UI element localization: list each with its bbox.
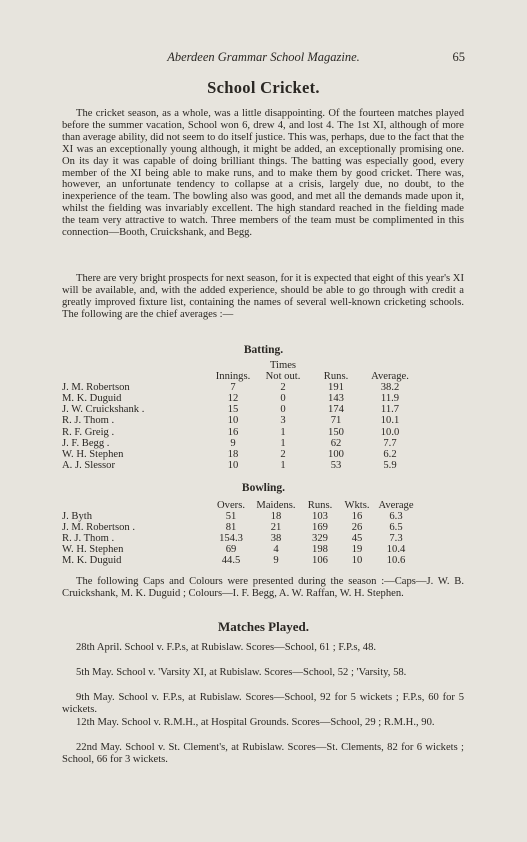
average-cell: 6.5 — [389, 522, 403, 534]
maidens-cell: 18 — [270, 511, 282, 523]
column-header: Wkts. — [344, 500, 370, 511]
batting-row — [62, 460, 418, 471]
bowling-row — [62, 555, 418, 566]
runs-cell: 329 — [312, 533, 328, 545]
batting-row — [62, 393, 418, 404]
overs-cell: 44.5 — [221, 555, 241, 567]
runs-cell: 191 — [328, 382, 344, 394]
running-header — [62, 50, 465, 66]
page-number: 65 — [452, 50, 465, 64]
match-entry: 12th May. School v. R.M.H., at Hospital Grounds. Scores—School, 29 ; R.M.H., 90. — [76, 717, 435, 728]
innings-cell: 15 — [227, 404, 239, 416]
not-out-cell: 3 — [280, 415, 286, 427]
innings-cell: 10 — [227, 415, 239, 427]
article-title: School Cricket. — [207, 78, 320, 97]
runs-cell: 198 — [312, 544, 328, 556]
times-label: Times — [269, 360, 297, 371]
wkts-cell: 19 — [351, 544, 363, 556]
average-cell: 11.9 — [380, 393, 400, 405]
batting-row — [62, 382, 418, 393]
batting-row — [62, 449, 418, 460]
bowling-heading: Bowling. — [241, 482, 286, 494]
player-name: J. M. Robertson . — [62, 522, 135, 534]
not-out-cell: 2 — [280, 382, 286, 394]
player-name: R. F. Greig . — [62, 426, 115, 438]
runs-cell: 71 — [330, 415, 342, 427]
column-header: Not out. — [265, 371, 301, 383]
player-name: J. F. Begg . — [62, 437, 110, 449]
batting-table — [62, 360, 418, 471]
wkts-cell: 26 — [351, 522, 363, 534]
runs-cell: 62 — [330, 437, 342, 449]
player-name: A. J. Slessor — [62, 459, 115, 471]
average-cell: 10.1 — [380, 415, 400, 427]
not-out-cell: 2 — [280, 448, 286, 460]
column-header: Runs. — [323, 371, 349, 383]
prospects-paragraph: There are very bright prospects for next season, for it is expected that eight of this year's XI will be available, and, with the added experience, should be able to go through with credit a greatly improved fixture list, containing the names of several well-known cricketing schools. The following are the chief averages :— — [62, 273, 464, 320]
bowling-row — [62, 533, 418, 544]
innings-cell: 12 — [227, 393, 239, 405]
player-name: M. K. Duguid — [62, 393, 122, 405]
maidens-cell: 38 — [270, 533, 282, 545]
average-cell: 6.3 — [389, 511, 403, 523]
runs-cell: 100 — [328, 448, 344, 460]
player-name: J. M. Robertson — [62, 382, 130, 394]
column-header: Average — [378, 500, 414, 511]
caps-paragraph: The following Caps and Colours were presented during the season :—Caps—J. W. B. Cruickshank, M. K. Duguid ; Colours—I. F. Begg, A. W. Raffan, W. H. Stephen. — [62, 576, 464, 599]
wkts-cell: 16 — [351, 511, 363, 523]
batting-header-row — [62, 371, 418, 382]
innings-cell: 9 — [230, 437, 236, 449]
player-name: W. H. Stephen — [62, 448, 124, 460]
overs-cell: 51 — [225, 511, 237, 523]
not-out-cell: 1 — [280, 459, 286, 471]
player-name: R. J. Thom . — [62, 533, 115, 545]
bowling-header-row — [62, 500, 418, 511]
player-name: W. H. Stephen — [62, 544, 124, 556]
wkts-cell: 45 — [351, 533, 363, 545]
match-entry: 28th April. School v. F.P.s, at Rubislaw. Scores—School, 61 ; F.P.s, 48. — [76, 642, 377, 653]
match-entry: 5th May. School v. 'Varsity XI, at Rubislaw. Scores—School, 52 ; 'Varsity, 58. — [76, 667, 407, 678]
average-cell: 7.3 — [389, 533, 403, 545]
magazine-title: Aberdeen Grammar School Magazine. — [167, 50, 360, 64]
average-cell: 10.6 — [386, 555, 406, 567]
average-cell: 11.7 — [380, 404, 400, 416]
innings-cell: 10 — [227, 459, 239, 471]
not-out-cell: 0 — [280, 404, 286, 416]
bowling-row — [62, 544, 418, 555]
average-cell: 6.2 — [383, 448, 397, 460]
batting-row — [62, 427, 418, 438]
column-header: Average. — [371, 371, 409, 383]
intro-paragraph: The cricket season, as a whole, was a little disappointing. Of the fourteen matches played before the summer vacation, School won 6, drew 4, and lost 4. The 1st XI, although of more than average ability, did not seem to do itself justice. This was, perhaps, due to the fact that the XI was an exceptionally young although, it might be added, an exceptionally promising one. On its day it was capable of doing brilliant things. The batting was especially good, every member of the XI being able to make runs, and to make them by good cricket. There was, however, an unfortunate tendency to collapse at a crisis, largely due, no doubt, to the inexperience of the team. The bowling also was good, and met all the demands made upon it, whilst the fielding was invariably excellent. The high standard reached in the fielding made the team very attractive to watch. Three members of the team must be complimented in this connection—Booth, Cruickshank, and Begg. — [62, 108, 464, 239]
average-cell: 5.9 — [383, 459, 397, 471]
average-cell: 10.0 — [380, 426, 400, 438]
batting-row — [62, 404, 418, 415]
batting-row — [62, 438, 418, 449]
batting-row — [62, 415, 418, 426]
column-header: Innings. — [215, 371, 251, 383]
innings-cell: 16 — [227, 426, 239, 438]
runs-cell: 150 — [328, 426, 344, 438]
bowling-row — [62, 511, 418, 522]
maidens-cell: 9 — [273, 555, 279, 567]
maidens-cell: 4 — [273, 544, 279, 556]
match-entry: 22nd May. School v. St. Clement's, at Rubislaw. Scores—St. Clements, 82 for 6 wickets ; School, 66 for 3 wickets. — [62, 742, 464, 765]
column-header: Runs. — [307, 500, 333, 511]
wkts-cell: 10 — [351, 555, 363, 567]
not-out-cell: 1 — [280, 426, 286, 438]
bowling-row — [62, 522, 418, 533]
runs-cell: 53 — [330, 459, 342, 471]
not-out-cell: 1 — [280, 437, 286, 449]
match-entry: 9th May. School v. F.P.s, at Rubislaw. Scores—School, 92 for 5 wickets ; F.P.s, 60 for 5 wickets. — [62, 692, 464, 715]
bowling-table — [62, 500, 418, 567]
column-header: Maidens. — [256, 500, 296, 511]
runs-cell: 106 — [312, 555, 328, 567]
average-cell: 10.4 — [386, 544, 406, 556]
player-name: R. J. Thom . — [62, 415, 115, 427]
player-name: J. W. Cruickshank . — [62, 404, 145, 416]
not-out-cell: 0 — [280, 393, 286, 405]
overs-cell: 69 — [225, 544, 237, 556]
innings-cell: 7 — [230, 382, 236, 394]
column-header: Overs. — [217, 500, 245, 511]
player-name: J. Byth — [62, 511, 93, 523]
runs-cell: 174 — [328, 404, 344, 416]
average-cell: 38.2 — [380, 382, 400, 394]
runs-cell: 103 — [312, 511, 328, 523]
average-cell: 7.7 — [383, 437, 397, 449]
player-name: M. K. Duguid — [62, 555, 122, 567]
batting-heading: Batting. — [243, 344, 284, 356]
runs-cell: 143 — [328, 393, 344, 405]
innings-cell: 18 — [227, 448, 239, 460]
matches-heading: Matches Played. — [218, 619, 309, 634]
overs-cell: 154.3 — [219, 533, 243, 545]
runs-cell: 169 — [312, 522, 328, 534]
maidens-cell: 21 — [270, 522, 282, 534]
overs-cell: 81 — [225, 522, 237, 534]
